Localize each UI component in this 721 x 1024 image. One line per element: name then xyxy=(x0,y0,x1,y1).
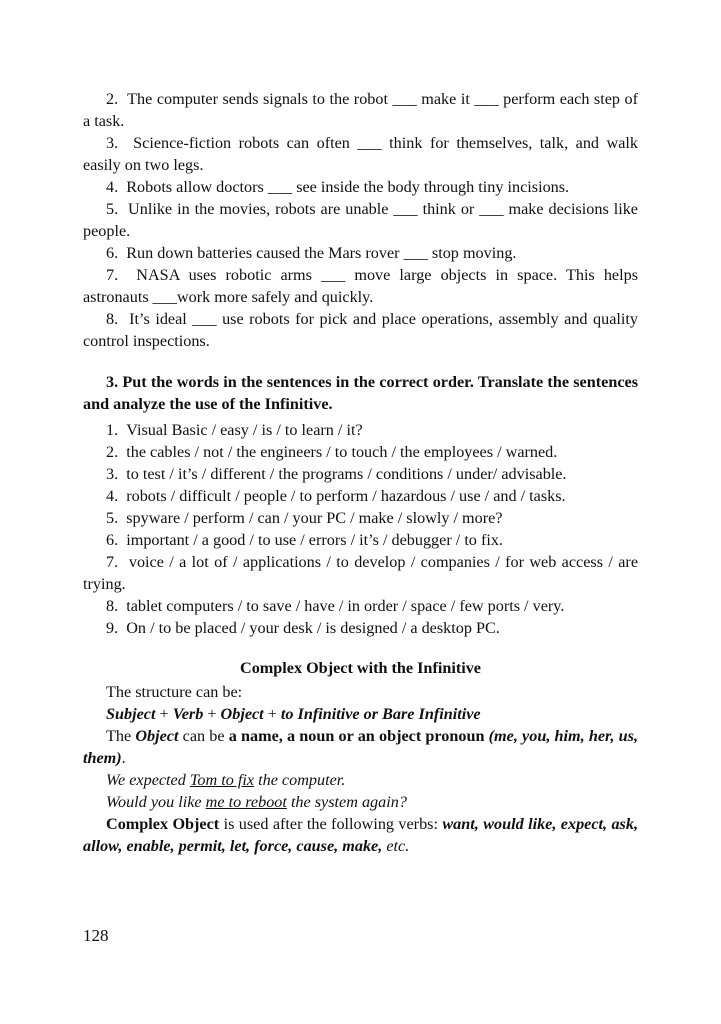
object-def-end: . xyxy=(121,749,126,767)
exercise-3-item: 3. to test / it’s / different / the programs / conditions / under/ advisable. xyxy=(106,465,567,483)
object-def-bold: a name, a noun or an object pronoun xyxy=(228,727,485,745)
usage-etc: etc. xyxy=(382,837,410,855)
example-1-pre: We expected xyxy=(106,771,190,789)
exercise-2-item: 4. Robots allow doctors ___ see inside the body through tiny incisions. xyxy=(106,178,570,196)
exercise-3-item: 4. robots / difficult / people / to perform / hazardous / use / and / tasks. xyxy=(106,487,566,505)
usage-verbs: want, would like, expect, ask, allow, enable, permit, let, force, cause, make, xyxy=(83,815,638,855)
exercise-3-item: 7. voice / a lot of / applications / to develop / companies / for web access / are trying. xyxy=(83,553,638,593)
usage-lead: Complex Object xyxy=(106,815,220,833)
structure-intro: The structure can be: xyxy=(106,683,243,701)
object-def-pronouns: (me, you, him, her, us, them) xyxy=(83,727,639,767)
exercise-2-item: 7. NASA uses robotic arms ___ move large objects in space. This helps astronauts ___work more safely and quickly. xyxy=(83,266,638,306)
exercise-2-item: 5. Unlike in the movies, robots are unable ___ think or ___ make decisions like people. xyxy=(83,200,638,240)
exercise-3-item: 9. On / to be placed / your desk / is designed / a desktop PC. xyxy=(106,619,500,637)
formula-plus: + xyxy=(263,705,281,723)
object-def-mid: can be xyxy=(178,727,229,745)
formula-object: Object xyxy=(220,705,264,723)
exercise-3-list xyxy=(83,419,638,639)
exercise-3-item: 2. the cables / not / the engineers / to touch / the employees / warned. xyxy=(106,443,558,461)
example-2-post: the system again? xyxy=(286,793,407,811)
exercise-2-item: 6. Run down batteries caused the Mars rover ___ stop moving. xyxy=(106,244,517,262)
exercise-3-item: 1. Visual Basic / easy / is / to learn / it? xyxy=(106,421,363,439)
formula-infinitive: to Infinitive or Bare Infinitive xyxy=(280,705,481,723)
object-def-pre: The xyxy=(106,727,136,745)
formula-verb: Verb xyxy=(172,705,204,723)
exercise-3-item: 8. tablet computers / to save / have / in order / space / few ports / very. xyxy=(106,597,565,615)
example-1-post: the computer. xyxy=(254,771,346,789)
object-definition xyxy=(83,725,638,769)
object-def-term: Object xyxy=(135,727,179,745)
exercise-2-item: 3. Science-fiction robots can often ___ think for themselves, talk, and walk easily on two legs. xyxy=(83,134,638,174)
exercise-3-item: 6. important / a good / to use / errors / it’s / debugger / to fix. xyxy=(106,531,503,549)
page-content xyxy=(83,88,638,857)
section-heading: Complex Object with the Infinitive xyxy=(240,659,481,677)
example-sentence-2 xyxy=(83,791,638,813)
example-2-pre: Would you like xyxy=(106,793,206,811)
usage-paragraph xyxy=(83,813,638,857)
page-number: 128 xyxy=(83,926,109,945)
exercise-3-task: 3. Put the words in the sentences in the correct order. Translate the sentences and analyze the use of the Infinitive. xyxy=(83,373,638,413)
example-2-underlined: me to reboot xyxy=(205,793,287,811)
exercise-2-item: 8. It’s ideal ___ use robots for pick and place operations, assembly and quality control inspections. xyxy=(83,310,638,350)
structure-formula xyxy=(83,703,638,725)
example-1-underlined: Tom to fix xyxy=(189,771,255,789)
example-sentence-1 xyxy=(83,769,638,791)
formula-plus: + xyxy=(203,705,221,723)
formula-subject: Subject xyxy=(106,705,156,723)
usage-mid: is used after the following verbs: xyxy=(219,815,443,833)
exercise-3-item: 5. spyware / perform / can / your PC / make / slowly / more? xyxy=(106,509,503,527)
exercise-2-list xyxy=(83,88,638,352)
exercise-2-item: 2. The computer sends signals to the robot ___ make it ___ perform each step of a task. xyxy=(83,90,638,130)
formula-plus: + xyxy=(155,705,173,723)
